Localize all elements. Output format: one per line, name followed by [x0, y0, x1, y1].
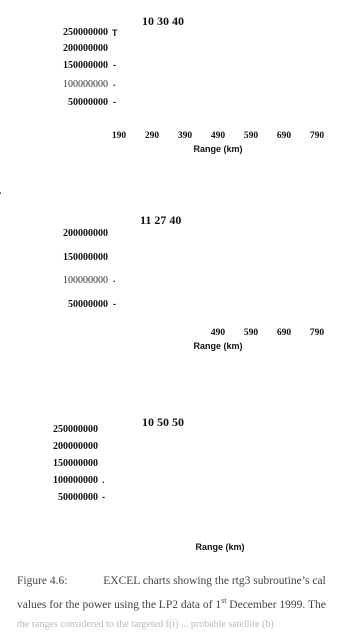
chart-title: 10 50 50: [142, 415, 184, 430]
y-tick-label: 200000000: [0, 441, 98, 452]
y-tick-mark: -: [113, 60, 116, 70]
y-tick-label: 50000000: [8, 97, 108, 108]
y-tick-mark: -: [113, 299, 116, 309]
x-tick-label: 190: [101, 131, 137, 141]
x-axis-label: Range (km): [178, 144, 258, 154]
caption-line-2-tail: December 1999. The: [226, 599, 325, 611]
chart-2: [0, 200, 331, 350]
y-tick-mark: .: [113, 274, 116, 284]
y-tick-mark: .: [113, 78, 116, 88]
x-axis-label: Range (km): [180, 542, 260, 552]
y-tick-mark: -: [113, 97, 116, 107]
y-tick-label: 150000000: [0, 458, 98, 469]
y-tick-label: 250000000: [8, 27, 108, 38]
panel-label-b: [0, 186, 1, 197]
x-axis-label: Range (km): [178, 341, 258, 351]
y-tick-label: 50000000: [0, 492, 98, 503]
chart-3: [0, 400, 331, 550]
x-tick-label: 690: [266, 328, 302, 338]
chart-title: 10 30 40: [142, 14, 184, 29]
y-tick-label: 100000000: [8, 79, 108, 90]
y-tick-mark: T: [112, 28, 118, 38]
y-tick-label: 250000000: [0, 424, 98, 435]
x-tick-label: 490: [200, 328, 236, 338]
y-tick-label: 200000000: [8, 228, 108, 239]
y-tick-label: 50000000: [8, 299, 108, 310]
x-tick-label: 790: [299, 328, 335, 338]
x-tick-label: 790: [299, 131, 335, 141]
y-tick-mark: -: [102, 492, 105, 502]
x-tick-label: 590: [233, 131, 269, 141]
chart-title: 11 27 40: [140, 213, 181, 228]
caption-figure-number: Figure 4.6:: [17, 575, 67, 587]
caption-line-2: values for the power using the LP2 data of 1: [17, 599, 221, 611]
y-tick-mark: .: [102, 475, 105, 485]
x-tick-label: 490: [200, 131, 236, 141]
caption-line-1: EXCEL charts showing the rtg3 subroutine’s cal: [103, 575, 326, 587]
y-tick-label: 150000000: [8, 252, 108, 263]
caption-line-3: the ranges considered to the targeted f(t) ... probable satellite (b): [17, 619, 274, 630]
caption-line-2-sup: st: [221, 596, 226, 605]
y-tick-label: 200000000: [8, 43, 108, 54]
x-tick-label: 290: [134, 131, 170, 141]
y-tick-label: 100000000: [8, 275, 108, 286]
figure-caption: [17, 572, 337, 623]
x-tick-label: 390: [167, 131, 203, 141]
x-tick-label: 690: [266, 131, 302, 141]
x-tick-label: 590: [233, 328, 269, 338]
chart-1: [0, 0, 331, 170]
y-tick-label: 100000000: [0, 475, 98, 486]
y-tick-label: 150000000: [8, 60, 108, 71]
